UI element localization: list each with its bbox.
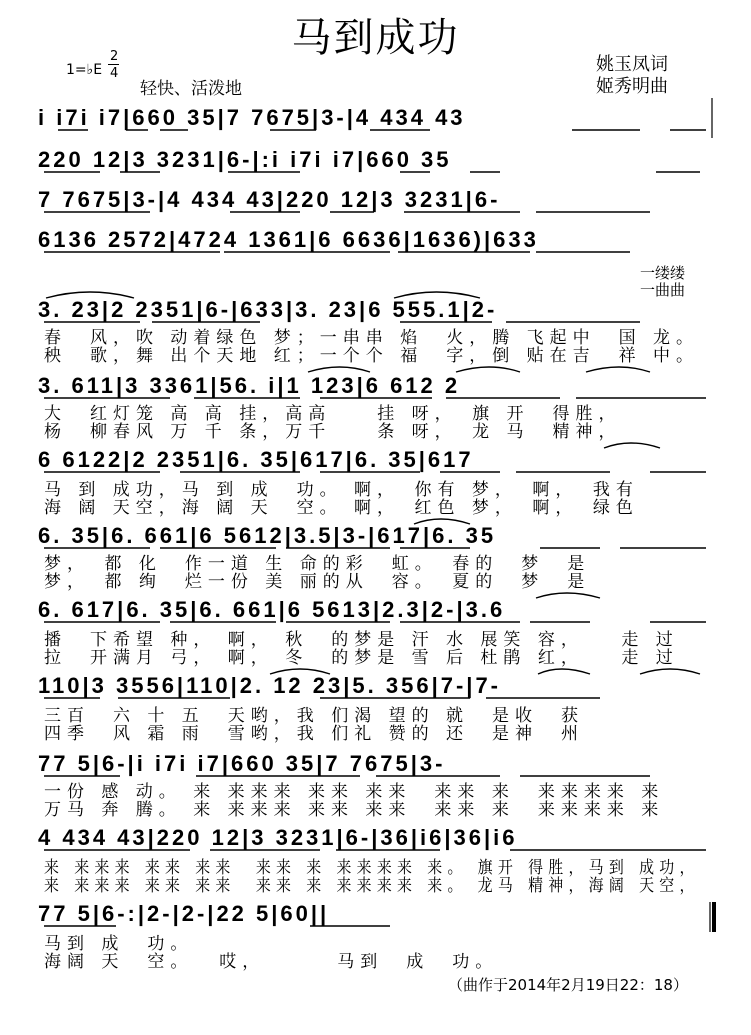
composer: 姬秀明曲 (596, 76, 668, 97)
staff-notes: 3. 23|2 2351|6-|633|3. 23|6 555.1|2- (38, 297, 498, 322)
lyric-line: 梦， 都 绚 烂一份 美 丽的从 容。 夏的 梦 是 (44, 572, 591, 592)
lyric-line: 杨 柳春风 万 千 条，万千 条 呀， 龙 马 精神， (44, 422, 622, 442)
staff-notes: 3. 611|3 3361|56. i|1 123|6 612 2 (38, 373, 461, 398)
staff-notes: 6. 35|6. 661|6 5612|3.5|3-|617|6. 35 (38, 523, 497, 548)
staff-notes: 220 12|3 3231|6-|:i i7i i7|660 35 (38, 147, 452, 172)
lyric-line: 万马 奔 腾。 来 来来来 来来 来来 来来 来 来来来来 来 (44, 800, 665, 820)
staff-notes: 6. 617|6. 35|6. 661|6 5613|2.3|2-|3.6 (38, 597, 506, 622)
lyric-line: 播 下希望 种， 啊， 秋 的梦是 汗 水 展笑 容， 走 过 (44, 630, 679, 650)
staff-notes: 77 5|6-:|2-|2-|22 5|60|| (38, 901, 330, 926)
lyric-line: 来 来来来 来来 来来 来来 来 来来来来 来。 龙马 精神，海阔 天空， (44, 876, 700, 896)
song-title: 马到成功 (291, 15, 460, 61)
staff-notes: 110|3 3556|110|2. 12 23|5. 356|7-|7- (38, 673, 502, 698)
lyricist: 姚玉凤词 (596, 54, 668, 75)
composition-date: （曲作于2014年2月19日22：18） (448, 976, 688, 994)
lyric-line: 马 到 成功，马 到 成 功。 啊， 你有 梦， 啊， 我有 (44, 480, 639, 500)
lyric-line: 大 红灯笼 高 高 挂，高高 挂 呀， 旗 开 得胜， (44, 404, 622, 424)
lyric-line: 来 来来来 来来 来来 来来 来 来来来来 来。 旗开 得胜，马到 成功， (44, 858, 700, 878)
staff-notes: 6136 2572|4724 1361|6 6636|1636)|633 (38, 227, 539, 252)
lyric-line: 春 风，吹 动着绿色 梦；一串串 焰 火，腾 飞起中 国 龙。 (44, 328, 700, 348)
staff-notes: 7 7675|3-|4 434 43|220 12|3 3231|6- (38, 187, 501, 212)
lyric-line: 海阔 天 空。 哎， 马到 成 功。 (44, 952, 499, 972)
lyric-line: 四季 风 霜 雨 雪哟，我 们礼 赞的 还 是神 州 (44, 724, 585, 744)
staff-notes: i i7i i7|660 35|7 7675|3-|4 434 43 (38, 105, 466, 130)
lyric-line: 梦， 都 化 作一道 生 命的彩 虹。 春的 梦 是 (44, 554, 591, 574)
time-signature-top: 2 (110, 49, 119, 64)
side-label-1: 一缕缕 (640, 264, 686, 282)
staff-notes: 4 434 43|220 12|3 3231|6-|36|i6|36|i6 (38, 825, 518, 850)
tempo-marking: 轻快、活泼地 (140, 79, 242, 99)
lyric-line: 一份 感 动。 来 来来来 来来 来来 来来 来 来来来来 来 (44, 782, 665, 802)
side-label-2: 一曲曲 (640, 281, 686, 299)
staff-notes: 77 5|6-|i i7i i7|660 35|7 7675|3- (38, 751, 446, 776)
lyric-line: 海 阔 天空，海 阔 天 空。 啊， 红色 梦， 啊， 绿色 (44, 498, 639, 518)
lyric-line: 秧 歌，舞 出个天地 红；一个个 福 字，倒 贴在吉 祥 中。 (44, 346, 700, 366)
lyric-line: 拉 开满月 弓， 啊， 冬 的梦是 雪 后 杜鹃 红， 走 过 (44, 648, 679, 668)
lyric-line: 马到 成 功。 (44, 934, 194, 954)
time-signature-bottom: 4 (110, 66, 119, 81)
key-signature: 1=♭E (66, 62, 103, 78)
staff-notes: 6 6122|2 2351|6. 35|617|6. 35|617 (38, 447, 474, 472)
lyric-line: 三百 六 十 五 天哟，我 们渴 望的 就 是收 获 (44, 706, 585, 726)
